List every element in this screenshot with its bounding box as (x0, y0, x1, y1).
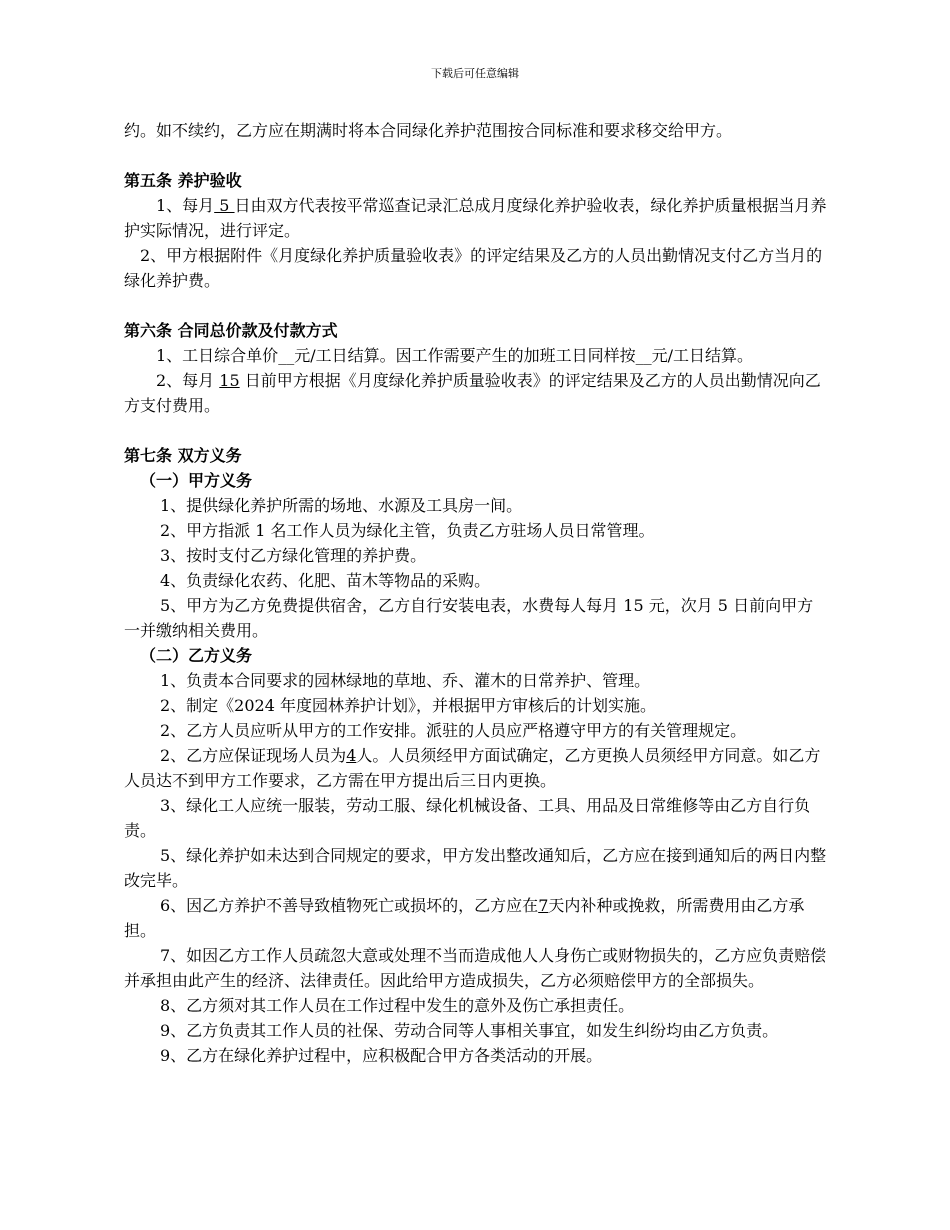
partyA-item: 5、甲方为乙方免费提供宿舍，乙方自行安装电表，水费每人每月 15 元，次月 5 日前向甲方一并缴纳相关费用。 (124, 596, 814, 640)
article6-title: 第六条 合同总价款及付款方式 (124, 321, 338, 340)
intro-paragraph: 约。如不续约，乙方应在期满时将本合同绿化养护范围按合同标准和要求移交给甲方。 (124, 121, 733, 140)
underlined-value: 15 (219, 371, 240, 390)
partyA-title: （一）甲方义务 (140, 471, 253, 490)
page-header: 下载后可任意编辑 (431, 67, 519, 80)
partyB-item: 2、制定《2024 年度园林养护计划》，并根据甲方审核后的计划实施。 (160, 696, 656, 715)
partyA-item: 1、提供绿化养护所需的场地、水源及工具房一间。 (160, 496, 523, 515)
text: 元/工日结算。因工作需要产生的加班工日同样按 (294, 346, 636, 365)
underlined-value: 7 (538, 896, 549, 915)
article5-para2: 2、甲方根据附件《月度绿化养护质量验收表》的评定结果及乙方的人员出勤情况支付乙方当月的绿化养护费。 (124, 246, 823, 290)
partyA-item: 2、甲方指派 1 名工作人员为绿化主管，负责乙方驻场人员日常管理。 (160, 521, 655, 540)
underlined-value: 5 (214, 196, 235, 215)
document-body (124, 118, 828, 1068)
text: 天内补种或挽救，所需费用由乙方承担。 (124, 896, 805, 940)
partyA-item: 4、负责绿化农药、化肥、苗木等物品的采购。 (160, 571, 491, 590)
partyB-item: 7、如因乙方工作人员疏忽大意或处理不当而造成他人人身伤亡或财物损失的，乙方应负责赔偿并承担由此产生的经济、法律责任。因此给甲方造成损失，乙方必须赔偿甲方的全部损失。 (124, 946, 827, 990)
partyB-item: 8、乙方须对其工作人员在工作过程中发生的意外及伤亡承担责任。 (160, 996, 635, 1015)
underlined-value: 4 (346, 746, 357, 765)
partyB-item (124, 743, 828, 793)
partyB-item: 9、乙方负责其工作人员的社保、劳动合同等人事相关事宜，如发生纠纷均由乙方负责。 (160, 1021, 779, 1040)
partyB-item (124, 893, 828, 943)
partyB-item: 3、绿化工人应统一服装，劳动工服、绿化机械设备、工具、用品及日常维修等由乙方自行负责。 (124, 796, 811, 840)
partyB-item: 1、负责本合同要求的园林绿地的草地、乔、灌木的日常养护、管理。 (160, 671, 651, 690)
article5-title: 第五条 养护验收 (124, 171, 242, 190)
article7-title: 第七条 双方义务 (124, 446, 242, 465)
spacer (124, 293, 828, 318)
text: 日由双方代表按平常巡查记录汇总成月度绿化养护验收表，绿化养护质量根据当月养护实际情况，进行评定。 (124, 196, 827, 240)
article6-para2 (124, 368, 828, 418)
text: 日前甲方根据《月度绿化养护质量验收表》的评定结果及乙方的人员出勤情况向乙方支付费用。 (124, 371, 821, 415)
text: 人。人员须经甲方面试确定，乙方更换人员须经甲方同意。如乙方人员达不到甲方工作要求，乙方需在甲方提出后三日内更换。 (124, 746, 821, 790)
partyB-item: 2、乙方人员应听从甲方的工作安排。派驻的人员应严格遵守甲方的有关管理规定。 (160, 721, 747, 740)
spacer (124, 418, 828, 443)
partyB-item: 9、乙方在绿化养护过程中，应积极配合甲方各类活动的开展。 (160, 1046, 603, 1065)
text: 2、每月 (156, 371, 220, 390)
text: 元/工日结算。 (651, 346, 753, 365)
article6-para1 (124, 343, 828, 368)
blank: __ (278, 346, 295, 365)
article5-para1 (124, 193, 828, 243)
blank: __ (635, 346, 652, 365)
partyB-item: 5、绿化养护如未达到合同规定的要求，甲方发出整改通知后，乙方应在接到通知后的两日内整改完毕。 (124, 846, 827, 890)
text: 1、每月 (156, 196, 215, 215)
text: 2、乙方应保证现场人员为 (160, 746, 347, 765)
text: 1、工日综合单价 (156, 346, 279, 365)
partyB-title: （二）乙方义务 (140, 646, 253, 665)
text: 6、因乙方养护不善导致植物死亡或损坏的，乙方应在 (160, 896, 539, 915)
partyA-item: 3、按时支付乙方绿化管理的养护费。 (160, 546, 427, 565)
spacer (124, 143, 828, 168)
